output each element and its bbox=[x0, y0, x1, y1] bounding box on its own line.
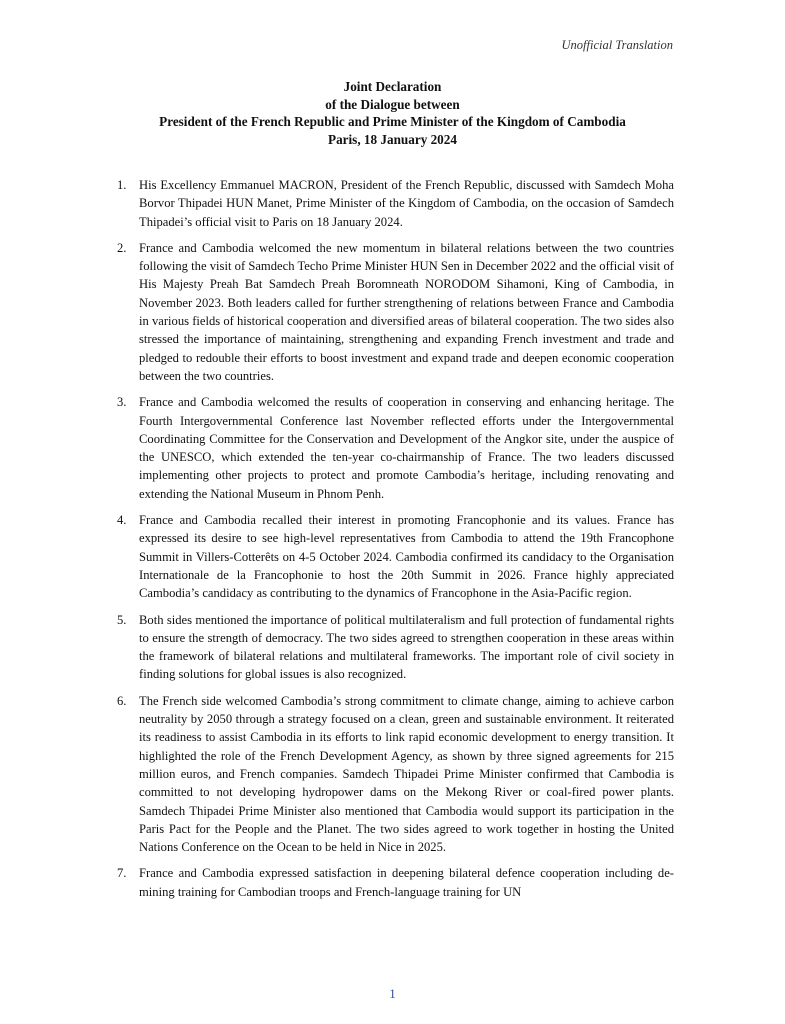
paragraph-text: Both sides mentioned the importance of political multilateralism and full protection of fundamental rights to ensure the strength of democracy. The two sides agreed to strengthen cooperation in these areas within the framework of bilateral relations and multilateral frameworks. The important role of civil society in finding solutions for global issues is also recognized. bbox=[139, 612, 674, 682]
title-line-3: President of the French Republic and Prime Minister of the Kingdom of Cambodia bbox=[159, 114, 626, 129]
page-number: 1 bbox=[389, 986, 396, 1001]
paragraph-text: France and Cambodia recalled their interest in promoting Francophonie and its values. France has expressed its desire to see high-level representatives from Cambodia to attend the 19th Francophone Summit in Villers-Cotterêts on 4-5 October 2024. Cambodia confirmed its candidacy to the Organisation Internationale de la Francophonie to host the 20th Summit in 2026. France highly appreciated Cambodia’s candidacy as contributing to the dynamics of Francophone in the Asia-Pacific region. bbox=[139, 513, 674, 601]
title-line-4: Paris, 18 January 2024 bbox=[328, 131, 457, 147]
paragraph-number: 7. bbox=[117, 866, 127, 881]
paragraph-number: 6. bbox=[117, 693, 127, 708]
paragraph-number: 1. bbox=[117, 178, 127, 192]
unofficial-translation-note: Unofficial Translation bbox=[561, 38, 673, 52]
paragraph-number: 3. bbox=[117, 395, 127, 410]
paragraph-number: 5. bbox=[117, 612, 127, 627]
paragraph-6 bbox=[117, 692, 674, 857]
paragraph-text: His Excellency Emmanuel MACRON, President of the French Republic, discussed with Samdech Moha Borvor Thipadei HUN Manet, Prime Minister of the Kingdom of Cambodia, on the occasion of Samdech Thipadei’s official visit to Paris on 18 January 2024. bbox=[139, 178, 674, 229]
paragraph-number: 2. bbox=[117, 240, 127, 255]
paragraph-7 bbox=[117, 864, 674, 901]
document-title bbox=[0, 78, 785, 148]
paragraph-4 bbox=[117, 511, 674, 602]
paragraph-list bbox=[117, 176, 674, 909]
paragraph-text: France and Cambodia welcomed the results of cooperation in conserving and enhancing heritage. The Fourth Intergovernmental Conference last November reflected efforts under the Intergovernmental Coordinating Committee for the Conservation and Development of the Angkor site, under the auspice of the UNESCO, which extended the ten-year co-chairmanship of France. The two leaders discussed implementing other projects to protect and promote Cambodia’s heritage, including renovating and extending the National Museum in Phnom Penh. bbox=[139, 395, 674, 501]
paragraph-text: The French side welcomed Cambodia’s strong commitment to climate change, aiming to achieve carbon neutrality by 2050 through a strategy focused on a clean, green and sustainable environment. It reiterated its readiness to assist Cambodia in its efforts to link rapid economic development to energy transition. It highlighted the role of the French Development Agency, as shown by three signed agreements for 215 million euros, and French companies. Samdech Thipadei Prime Minister confirmed that Cambodia is committed to not developing hydropower dams on the Mekong River or coal-fired power plants. Samdech Thipadei Prime Minister also mentioned that Cambodia would support its participation in the Paris Pact for the People and the Planet. The two sides agreed to work together in hosting the United Nations Conference on the Ocean to be held in Nice in 2025. bbox=[139, 693, 674, 855]
title-line-2: of the Dialogue between bbox=[325, 96, 460, 112]
paragraph-5 bbox=[117, 611, 674, 684]
paragraph-text: France and Cambodia welcomed the new momentum in bilateral relations between the two countries following the visit of Samdech Techo Prime Minister HUN Sen in December 2022 and the official visit of His Majesty Preah Bat Samdech Preah Boromneath NORODOM Sihamoni, King of Cambodia, in November 2023. Both leaders called for further strengthening of relations between France and Cambodia in various fields of historical cooperation and diversified areas of bilateral cooperation. The two sides also stressed the importance of maintaining, strengthening and expanding French investment and trade and pledged to redouble their efforts to boost investment and expand trade and deepen economic cooperation between the two countries. bbox=[139, 240, 674, 383]
paragraph-2 bbox=[117, 239, 674, 385]
paragraph-1 bbox=[117, 176, 674, 231]
paragraph-text: France and Cambodia expressed satisfaction in deepening bilateral defence cooperation including de-mining training for Cambodian troops and French-language training for UN bbox=[139, 866, 674, 899]
title-line-1: Joint Declaration bbox=[343, 79, 442, 94]
paragraph-3 bbox=[117, 393, 674, 503]
paragraph-number: 4. bbox=[117, 513, 127, 528]
